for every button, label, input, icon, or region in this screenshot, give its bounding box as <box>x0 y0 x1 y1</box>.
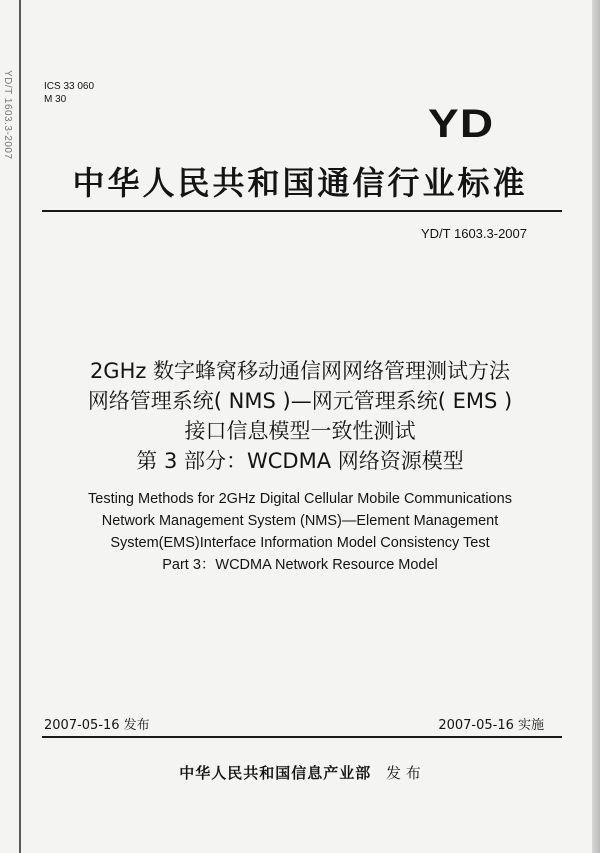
publish-date: 2007-05-16 发布 <box>44 718 150 733</box>
cn-title-line1: 2GHz 数字蜂窝移动通信网网络管理测试方法 <box>89 359 511 383</box>
footer-divider <box>42 736 562 738</box>
cn-title-line4: 第 3 部分：WCDMA 网络资源模型 <box>136 449 464 473</box>
en-title-line2: Network Management System (NMS)—Element Management <box>101 513 499 529</box>
english-title <box>0 488 600 576</box>
cn-title-line2: 网络管理系统( NMS )—网元管理系统( EMS ) <box>87 389 513 413</box>
spine-standard-number: YD/T 1603.3-2007 <box>2 70 13 160</box>
classification-codes <box>44 80 94 106</box>
publisher-action: 发 布 <box>386 764 421 782</box>
yd-logo: YD <box>428 102 495 146</box>
publisher-line <box>0 762 600 783</box>
en-title-line4: Part 3：WCDMA Network Resource Model <box>162 557 438 573</box>
en-title-line1: Testing Methods for 2GHz Digital Cellular Mobile Communications <box>88 491 512 507</box>
ics-code: ICS 33 060 <box>44 81 95 92</box>
chinese-title <box>0 356 600 476</box>
publisher-organization: 中华人民共和国信息产业部 <box>179 764 372 782</box>
ccs-code: M 30 <box>44 94 67 105</box>
implement-date: 2007-05-16 实施 <box>438 718 544 733</box>
standard-type-title: 中华人民共和国通信行业标准 <box>72 164 528 202</box>
cn-title-line3: 接口信息模型一致性测试 <box>184 419 416 443</box>
standard-number: YD/T 1603.3-2007 <box>421 226 527 241</box>
en-title-line3: System(EMS)Interface Information Model Consistency Test <box>110 535 490 551</box>
header-divider <box>42 210 562 212</box>
